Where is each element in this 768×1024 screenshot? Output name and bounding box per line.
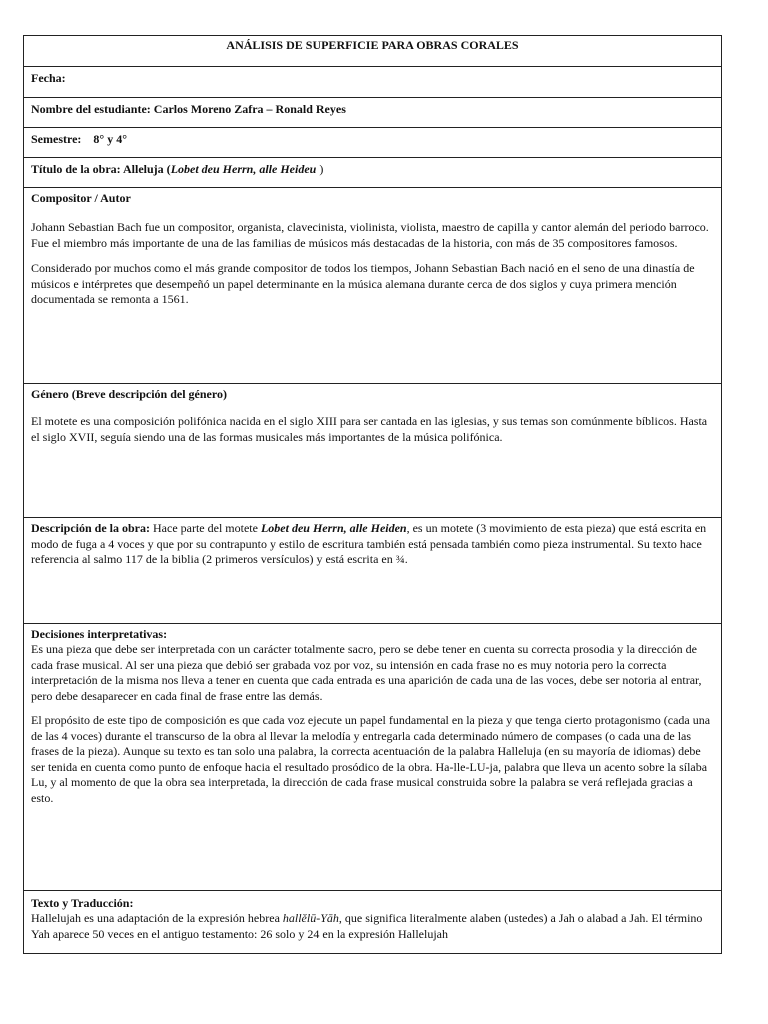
decisiones-label: Decisiones interpretativas: [31,627,168,641]
form-title-text: ANÁLISIS DE SUPERFICIE PARA OBRAS CORALES [226,38,519,52]
descripcion-text-b: , es un motete (3 movimiento de esta pieza) que está escrita en modo de fuga a 4 voces y que por su contrapunto y estilo de escritura también está pensada también como pieza instrumental. Su texto hace referencia al salmo 117 de la biblia (2 primeros versículos) y está escrita en ¾. [31,521,707,566]
genero-section [24,384,721,518]
fecha-row [24,67,721,98]
compositor-label: Compositor / Autor [31,191,131,205]
semestre-value: 8° y 4° [93,132,128,146]
estudiante-label: Nombre del estudiante: [31,102,151,116]
titulo-label: Título de la obra: [31,162,121,176]
decisiones-paragraph-2: El propósito de este tipo de composición es que cada voz ejecute un papel fundamental en la pieza y que tenga cierto protagonismo (cada una de las 4 voces) durante el transcurso de la obra al llevar la melodía y entregarla cada determinado número de compases (o cada una de las frases de la pieza). Aunque su texto es tan solo una palabra, la correcta acentuación de la palabra Halleluja (en su mayoría de idiomas) debe ser tenida en cuenta como punto de enfoque hacia el resultado prosódico de la obra. Ha-lle-LU-ja, palabra que lleva un acento sobre la sílaba Lu, y al momento de que la obra sea interpretada, la dirección de cada frase musical construida sobre la palabra se verá reflejada gracias a esto. [31,713,711,805]
genero-label: Género (Breve descripción del género) [31,387,227,401]
descripcion-label: Descripción de la obra: [31,521,150,535]
form-title [24,36,721,67]
compositor-paragraph-2: Considerado por muchos como el más grande compositor de todos los tiempos, Johann Sebastian Bach nació en el seno de una dinastía de músicos e intérpretes que desempeñó un papel determinante en la música alemana durante cerca de dos siglos y cuya primera mención documentada se remonta a 1561. [31,261,695,306]
titulo-value: Alleluja ( [123,162,171,176]
decisiones-section [24,624,721,891]
fecha-label: Fecha: [31,71,66,85]
semestre-label: Semestre: [31,132,82,146]
descripcion-italic: Lobet deu Herrn, alle Heiden [260,521,407,535]
titulo-italic: Lobet deu Herrn, alle Heideu [170,162,317,176]
descripcion-text-a: Hace parte del motete [150,521,261,535]
descripcion-section [24,518,721,624]
genero-paragraph: El motete es una composición polifónica nacida en el siglo XIII para ser cantada en las iglesias, y sus temas son comúnmente bíblicos. Hasta el siglo XVII, seguía siendo una de las formas musicales más importantes de la música polifónica. [31,414,708,444]
estudiante-row [24,98,721,128]
titulo-close: ) [316,162,324,176]
texto-label: Texto y Traducción: [31,896,134,910]
titulo-row [24,158,721,188]
semestre-row [24,128,721,158]
analysis-form [23,35,722,954]
decisiones-paragraph-1: Es una pieza que debe ser interpretada con un carácter totalmente sacro, pero se debe tener en cuenta su correcta prosodia y la dirección de cada frase musical. Al ser una pieza que debió ser grabada voz por voz, su intensión en cada frase no es muy notoria pero la correcta interpretación de la misma nos lleva a tener en cuenta que cada entrada es una aparición de cada una de las voces, debe ser notoria al entrar, pero debe desaparecer en cada final de frase entre las demás. [31,642,702,703]
estudiante-value: Carlos Moreno Zafra – Ronald Reyes [153,102,346,116]
descripcion-paragraph [31,521,714,568]
compositor-paragraph-1: Johann Sebastian Bach fue un compositor, organista, clavecinista, violinista, violista, maestro de capilla y cantor alemán del periodo barroco. Fue el miembro más importante de una de las familias de músicos más destacadas de la historia, con más de 35 compositores famosos. [31,220,709,250]
texto-text-a: Hallelujah es una adaptación de la expresión hebrea [31,911,283,925]
texto-paragraph [31,911,714,942]
texto-text-b: , que significa literalmente alaben (ustedes) a Jah o alabad a Jah. El término Yah aparece 50 veces en el antiguo testamento: 26 solo y 24 en la expresión Hallelujah [31,911,703,941]
compositor-section [24,188,721,384]
texto-italic: hallĕlū-Yāh [282,911,339,925]
texto-section [24,891,721,953]
